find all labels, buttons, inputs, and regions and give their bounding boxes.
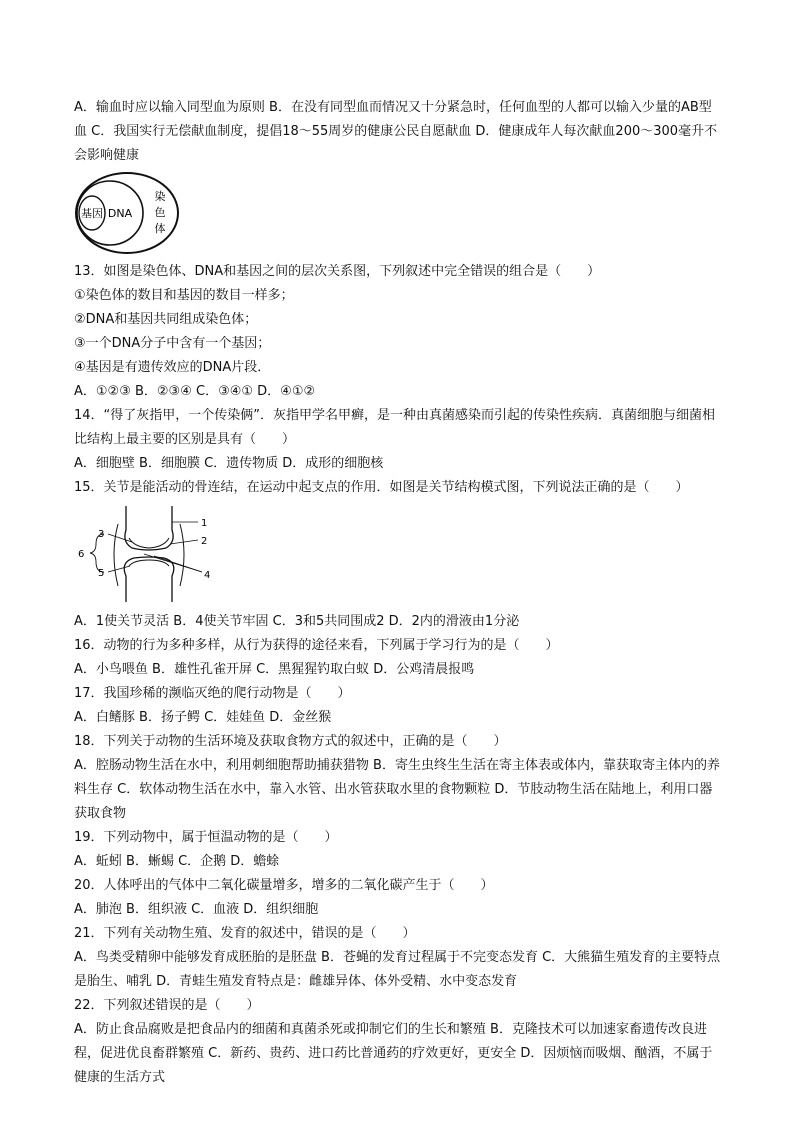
gene-label: 基因 (81, 207, 103, 220)
joint-label-5: 5 (98, 568, 105, 579)
joint-label-6: 6 (78, 549, 85, 560)
chromosome-label-2: 色 (154, 206, 166, 219)
q19-options: A．蚯蚓 B．蜥蜴 C．企鹅 D．蟾蜍 (74, 854, 280, 869)
joint-label-2: 2 (201, 536, 208, 547)
joint-label-3: 3 (98, 529, 105, 540)
q13-options: A．①②③ B．②③④ C．③④① D．④①② (74, 384, 316, 399)
q14-options: A．细胞壁 B．细胞膜 C．遗传物质 D．成形的细胞核 (74, 456, 384, 471)
q13-item-1: ①染色体的数目和基因的数目一样多； (74, 288, 294, 303)
chromosome-label-1: 染 (154, 190, 166, 203)
q22-options: A．防止食品腐败是把食品内的细菌和真菌杀死或抑制它们的生长和繁殖 B．克隆技术可以加速家畜遗传改良进程，促进优良畜群繁殖 C．新药、贵药、进口药比普通药的疗效更好，更安全 D．因烦恼而吸烟、酗酒，不属于健康的生活方式 (74, 1022, 713, 1085)
q16-stem: 16．动物的行为多种多样，从行为获得的途径来看，下列属于学习行为的是（ ） (74, 638, 559, 653)
exam-page (74, 96, 722, 1090)
chromosome-dna-gene-diagram (74, 170, 184, 256)
q21-options: A．鸟类受精卵中能够发育成胚胎的是胚盘 B．苍蝇的发育过程属于不完变态发育 C．大熊猫生殖发育的主要特点是胎生、哺乳 D．青蛙生殖发育特点是：雌雄异体、体外受精、水中变态发育 (74, 950, 721, 989)
q13-item-2: ②DNA和基因共同组成染色体； (74, 312, 258, 327)
q18-options: A．腔肠动物生活在水中，利用刺细胞帮助捕获猎物 B．寄生虫终生生活在寄主体表或体内，靠获取寄主体内的养料生存 C．软体动物生活在水中，靠入水管、出水管获取水里的食物颗粒 D．节肢动物生活在陆地上，利用口器获取食物 (74, 758, 720, 821)
q16-options: A．小鸟喂鱼 B．雄性孔雀开屏 C．黑猩猩钓取白蚁 D．公鸡清晨报鸣 (74, 662, 475, 677)
q13-item-3: ③一个DNA分子中含有一个基因； (74, 336, 271, 351)
joint-label-4: 4 (204, 570, 211, 581)
dna-label: DNA (107, 207, 133, 220)
q12-options: A．输血时应以输入同型血为原则 B．在没有同型血而情况又十分紧急时，任何血型的人都可以输入少量的AB型血 C．我国实行无偿献血制度，提倡18～55周岁的健康公民自愿献血 D．健康成年人每次献血200～300毫升不会影响健康 (74, 100, 718, 163)
q17-options: A．白鳍豚 B．扬子鳄 C．娃娃鱼 D．金丝猴 (74, 710, 332, 725)
q20-options: A．肺泡 B．组织液 C．血液 D．组织细胞 (74, 902, 319, 917)
q14-stem: 14．“得了灰指甲，一个传染俩”．灰指甲学名甲癣，是一种由真菌感染而引起的传染性疾病．真菌细胞与细菌相比结构上最主要的区别是具有（ ） (74, 408, 716, 447)
q13-item-4: ④基因是有遗传效应的DNA片段． (74, 360, 271, 375)
q18-stem: 18．下列关于动物的生活环境及获取食物方式的叙述中，正确的是（ ） (74, 734, 507, 749)
q21-stem: 21．下列有关动物生殖、发育的叙述中，错误的是（ ） (74, 926, 416, 941)
chromosome-label-3: 体 (154, 222, 166, 235)
q15-stem: 15．关节是能活动的骨连结，在运动中起支点的作用．如图是关节结构模式图，下列说法正确的是（ ） (74, 480, 689, 495)
q20-stem: 20．人体呼出的气体中二氧化碳量增多，增多的二氧化碳产生于（ ） (74, 878, 494, 893)
q17-stem: 17．我国珍稀的濒临灭绝的爬行动物是（ ） (74, 686, 351, 701)
q13-stem: 13．如图是染色体、DNA和基因之间的层次关系图，下列叙述中完全错误的组合是（ ） (74, 264, 601, 279)
joint-structure-diagram (74, 504, 224, 604)
q22-stem: 22．下列叙述错误的是（ ） (74, 998, 260, 1013)
q19-stem: 19．下列动物中，属于恒温动物的是（ ） (74, 830, 338, 845)
joint-label-1: 1 (201, 518, 208, 529)
q15-options: A．1使关节灵活 B．4使关节牢固 C．3和5共同围成2 D．2内的滑液由1分泌 (74, 614, 520, 629)
